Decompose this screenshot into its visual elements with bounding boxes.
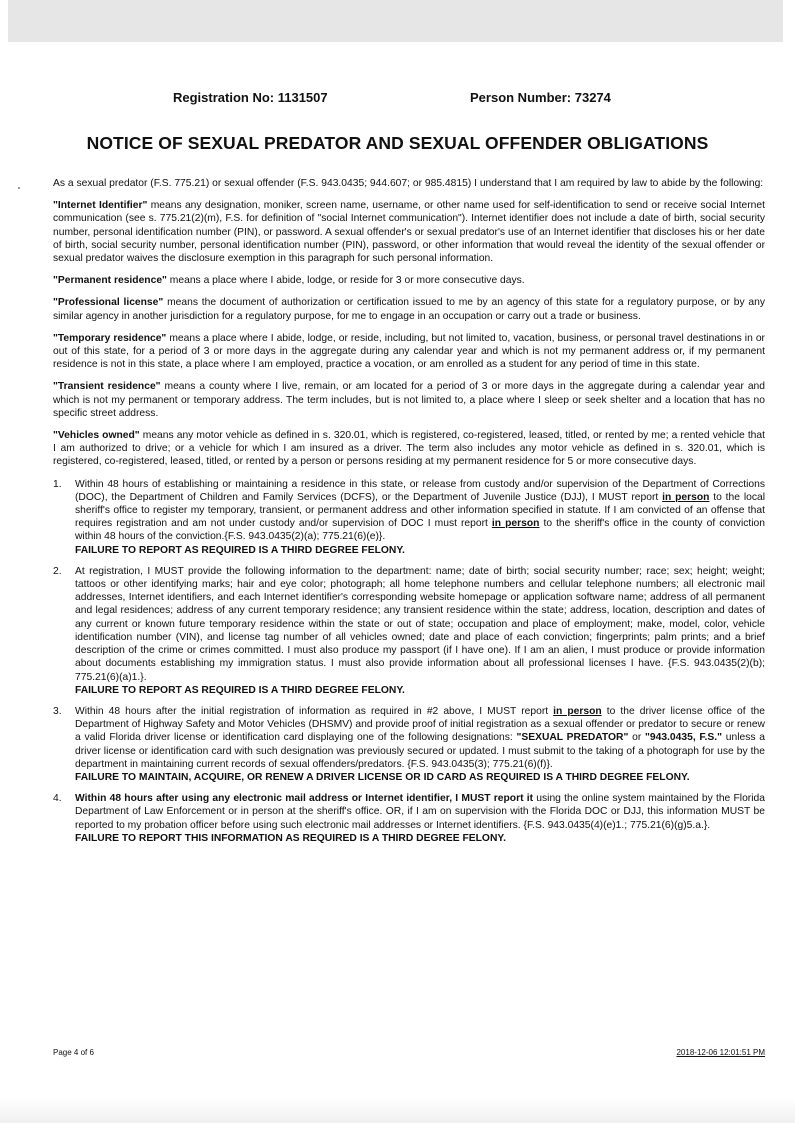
item-text: Within 48 hours after the initial registration of information as required in #2 above, I MUST report (75, 705, 554, 717)
item-number: 2. (53, 565, 62, 577)
item-text: or (628, 732, 645, 744)
registration-number: Registration No: 1131507 (173, 90, 328, 105)
definition-term: "Temporary residence" (53, 332, 167, 344)
definition-term: "Professional license" (53, 297, 164, 309)
item-number: 4. (53, 793, 62, 805)
scan-border-bottom (0, 1097, 795, 1123)
item-text: using the online system maintained by the Florida Department of Law Enforcement or in person at the sheriff's office. OR, if I am on supervision with the Florida DOC or DJJ, this information MUST be reported to my probation officer before using such electronic mail addresses or Internet identifiers. {F.S. 943.0435(4)(e)1.; 775.21(6)(g)5.a.}. (75, 793, 765, 831)
item-number: 1. (53, 478, 62, 490)
definition-term: "Vehicles owned" (53, 430, 140, 442)
document-title: NOTICE OF SEXUAL PREDATOR AND SEXUAL OFFENDER OBLIGATIONS (86, 133, 709, 153)
designation-emphasis: "SEXUAL PREDATOR" (516, 732, 629, 744)
definition-text: means a county where I live, remain, or am located for a period of 3 or more days in the aggregate during a calendar year and which is not my permanent or temporary address. The term includes, but is not limited to, a place where I sleep or seek shelter and a location that has no specific street address. (53, 381, 765, 419)
felony-warning: FAILURE TO MAINTAIN, ACQUIRE, OR RENEW A DRIVER LICENSE OR ID CARD AS REQUIRED IS A THIRD DEGREE FELONY. (75, 771, 690, 783)
person-number: Person Number: 73274 (470, 90, 611, 105)
obligation-item-2 (53, 565, 765, 697)
obligation-item-1 (53, 478, 765, 557)
obligation-item-4 (53, 792, 765, 845)
scan-border-top (8, 0, 783, 42)
definition-term: "Transient residence" (53, 381, 161, 393)
definition-vehicles-owned (53, 429, 765, 469)
definition-term: "Permanent residence" (53, 275, 167, 287)
item-lead: Within 48 hours after using any electronic mail address or Internet identifier, I MUST report it (75, 793, 534, 805)
definition-internet-identifier (53, 199, 765, 265)
definition-text: means a place where I abide, lodge, or reside, including, but not limited to, vacation, business, or personal travel destinations in or out of this state, for a period of 3 or more days in the aggregate during any calendar year and which is not my permanent address or, if my permanent residence is not in this state, a place where I am employed, practice a vocation, or am enrolled as a student for any period of time in this state. (53, 332, 765, 371)
definition-professional-license (53, 296, 765, 322)
definition-text: means the document of authorization or certification issued to me by an agency of this state for a regulatory purpose, or by any similar agency in another jurisdiction for a regulatory purpose, for me to engage in an occupation or carry out a trade or business. (53, 297, 765, 322)
print-timestamp: 2018-12-06 12:01:51 PM (676, 1048, 765, 1057)
item-text: unless a driver license or identification card with such designation was previously secured or updated. I must submit to the taking of a photograph for use by the department in maintaining current records of sexual offenders/predators. {F.S. 943.0435(3); 775.21(6)(f)}. (75, 732, 765, 770)
obligations-list (53, 478, 765, 845)
definition-temporary-residence (53, 332, 765, 372)
item-text: At registration, I MUST provide the following information to the department: name; date of birth; social security number; race; sex; height; weight; tattoos or other identifying marks; hair and eye color; photograph; all home telephone numbers and cellular telephone numbers; all electronic mail addresses, Internet identifiers, and each Internet identifier's corresponding website homepage or application software name; address of all permanent and legal residences; address of any current temporary residence; any transient residence within the state; address, location, description and dates of any current or known future temporary residence within the state or out of state; occupation and place of employment; make, model, color, vehicle identification number (VIN), and license tag number of all vehicles owned; date and place of each conviction; fingerprints; palm prints; and a brief description of the crime or crimes committed. I must also produce my passport (if I have one). If I am an alien, I must produce or provide information about documents establishing my immigration status. I must also provide information about all professional licenses I have. {F.S. 943.0435(2)(b); 775.21(6)(a)1.}. (75, 565, 765, 683)
definition-permanent-residence (53, 274, 765, 287)
intro-paragraph: As a sexual predator (F.S. 775.21) or sexual offender (F.S. 943.0435; 944.607; or 985.4815) I understand that I am required by law to abide by the following: (53, 178, 764, 189)
felony-warning: FAILURE TO REPORT AS REQUIRED IS A THIRD DEGREE FELONY. (75, 544, 405, 556)
item-text: to the driver license office of the Department of Highway Safety and Motor Vehicles (DHSMV) and provide proof of initial registration as a sexual offender or predator to secure or renew a valid Florida driver license or identification card displaying one of the following designations: (75, 705, 766, 744)
obligation-item-3 (53, 705, 765, 784)
felony-warning: FAILURE TO REPORT THIS INFORMATION AS REQUIRED IS A THIRD DEGREE FELONY. (75, 832, 506, 844)
page-number: Page 4 of 6 (53, 1048, 94, 1057)
document-body (53, 177, 765, 853)
item-number: 3. (53, 705, 62, 717)
definition-text: means a place where I abide, lodge, or reside for 3 or more consecutive days. (166, 275, 525, 287)
definition-text: means any motor vehicle as defined in s. 320.01, which is registered, co-registered, leased, titled, or rented by me; a rented vehicle that I am authorized to drive; or a vehicle for which I am insured as a driver. The term also includes any motor vehicle as defined in s. 320.01, which is registered, co-registered, leased, titled, or rented by a person or persons residing at my permanent residence for 5 or more consecutive days. (53, 430, 766, 468)
designation-emphasis: "943.0435, F.S." (644, 732, 723, 744)
in-person-emphasis: in person (553, 705, 602, 717)
item-text: Within 48 hours of establishing or maintaining a residence in this state, or release from custody and/or supervision of the Department of Corrections (DOC), the Department of Children and Family Services (DCFS), or the Department of Juvenile Justice (DJJ), I MUST report (75, 478, 765, 503)
in-person-emphasis: in person (491, 518, 540, 530)
item-text: to the local sheriff's office to register my temporary, transient, or permanent address and other information specified in statute. If I am convicted of an offense that requires registration and am not under custody and/or supervision of DOC I must report (75, 491, 766, 530)
definition-term: "Internet Identifier" (53, 200, 148, 212)
definition-transient-residence (53, 380, 765, 420)
felony-warning: FAILURE TO REPORT AS REQUIRED IS A THIRD DEGREE FELONY. (75, 684, 405, 696)
item-text: to the sheriff's office in the county of conviction within 48 hours of the conviction.{F.S. 943.0435(2)(a); 775.21(6)(e)}. (75, 518, 765, 543)
in-person-emphasis: in person (662, 491, 710, 503)
definition-text: means any designation, moniker, screen name, username, or other name used for self-identification to send or receive social Internet communication (see s. 775.21(2)(m), F.S. for definition of "social Internet communication"). Internet identifier does not include a date of birth, social security number, personal identification number (PIN), or password. A sexual offender's or sexual predator's use of an Internet identifier that discloses his or her date of birth, social security number, personal identification number (PIN), password, or other information that would reveal the identity of the sexual offender or sexual predator waives the disclosure exemption in this paragraph for such personal information. (53, 200, 765, 265)
scan-speck (18, 187, 20, 189)
